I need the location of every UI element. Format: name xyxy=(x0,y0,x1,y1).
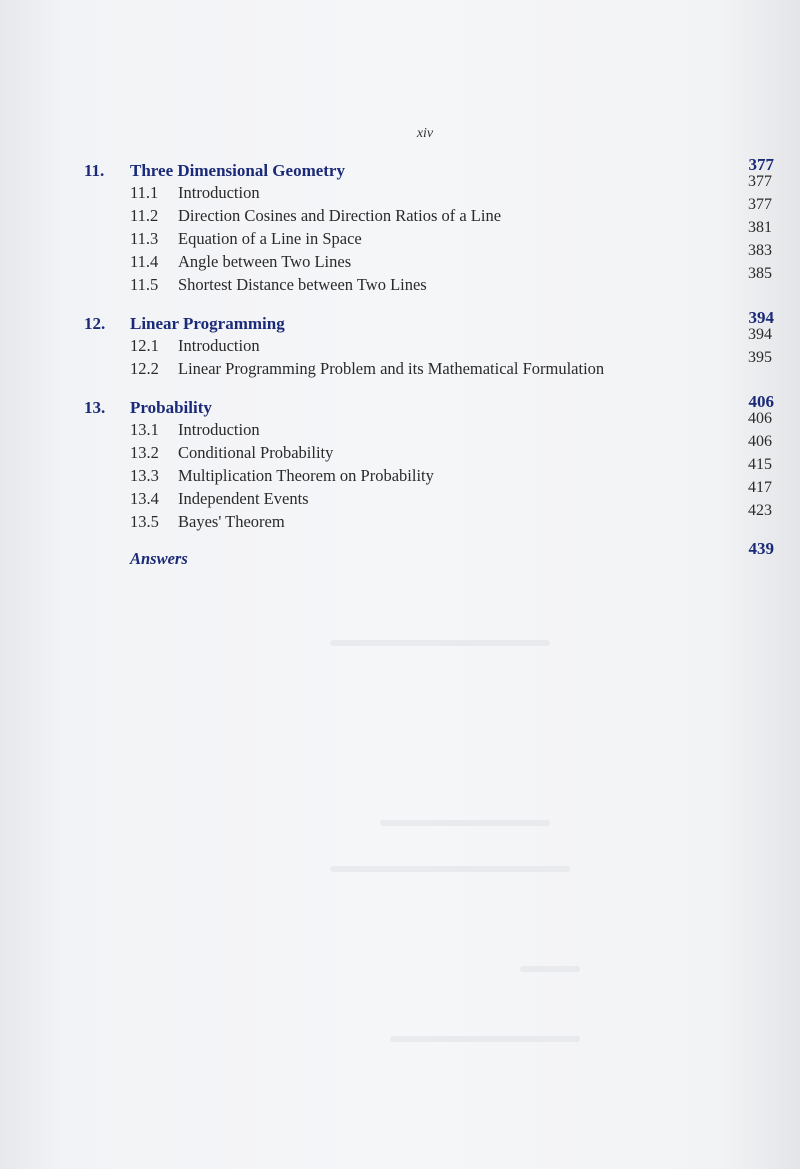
section-row xyxy=(0,502,800,533)
chapter-title: Linear Programming xyxy=(130,314,285,333)
section-number: 13.2 xyxy=(130,443,159,462)
section-number: 13.4 xyxy=(130,489,159,508)
chapter-heading xyxy=(0,392,800,418)
chapter-title: Three Dimensional Geometry xyxy=(130,161,345,180)
section-row xyxy=(0,433,800,464)
chapter-title: Probability xyxy=(130,398,212,417)
section-title: Linear Programming Problem and its Mathematical Formulation xyxy=(178,359,605,378)
answers-label: Answers xyxy=(130,549,188,568)
section-title: Introduction xyxy=(178,420,260,439)
section-title: Equation of a Line in Space xyxy=(178,229,362,248)
section-page: 415 xyxy=(748,456,772,473)
section-title: Bayes' Theorem xyxy=(178,512,285,531)
section-number: 12.1 xyxy=(130,336,159,355)
section-row xyxy=(0,326,800,357)
section-page: 385 xyxy=(748,265,772,282)
section-row xyxy=(0,196,800,227)
answers-row xyxy=(0,539,800,571)
section-page: 406 xyxy=(748,410,772,427)
page-roman-number: xiv xyxy=(416,126,434,141)
section-title: Introduction xyxy=(178,336,260,355)
chapter-page: 377 xyxy=(748,155,774,174)
chapter-number: 11. xyxy=(84,161,105,180)
chapter-number: 13. xyxy=(84,398,106,417)
section-number: 11.4 xyxy=(130,252,159,271)
chapter-12 xyxy=(0,308,800,380)
chapter-page: 406 xyxy=(748,392,774,411)
section-page: 383 xyxy=(748,242,772,259)
chapter-13 xyxy=(0,392,800,533)
section-row xyxy=(0,456,800,487)
section-title: Introduction xyxy=(178,183,260,202)
section-row xyxy=(0,349,800,380)
chapter-page: 394 xyxy=(748,308,774,327)
section-number: 11.5 xyxy=(130,275,159,294)
section-row xyxy=(0,410,800,441)
section-page: 377 xyxy=(748,196,772,213)
section-title: Angle between Two Lines xyxy=(178,252,352,271)
section-page: 394 xyxy=(748,326,772,343)
section-number: 13.1 xyxy=(130,420,159,439)
section-number: 13.3 xyxy=(130,466,159,485)
section-page: 377 xyxy=(748,173,772,190)
section-page: 423 xyxy=(748,502,772,519)
chapter-11 xyxy=(0,155,800,296)
section-page: 381 xyxy=(748,219,772,236)
section-number: 11.3 xyxy=(130,229,159,248)
section-row xyxy=(0,219,800,250)
section-title: Shortest Distance between Two Lines xyxy=(178,275,427,294)
table-of-contents xyxy=(0,155,800,571)
section-number: 11.1 xyxy=(130,183,159,202)
chapter-number: 12. xyxy=(84,314,106,333)
section-title: Conditional Probability xyxy=(178,443,334,462)
section-row xyxy=(0,265,800,296)
section-title: Multiplication Theorem on Probability xyxy=(178,466,434,485)
section-title: Direction Cosines and Direction Ratios of a Line xyxy=(178,206,502,225)
answers-page: 439 xyxy=(748,539,774,558)
chapter-heading xyxy=(0,308,800,334)
section-page: 395 xyxy=(748,349,772,366)
chapter-heading xyxy=(0,155,800,181)
section-number: 13.5 xyxy=(130,512,159,531)
section-page: 417 xyxy=(748,479,772,496)
section-row xyxy=(0,173,800,204)
section-title: Independent Events xyxy=(178,489,309,508)
section-row xyxy=(0,479,800,510)
section-page: 406 xyxy=(748,433,772,450)
section-number: 11.2 xyxy=(130,206,159,225)
section-number: 12.2 xyxy=(130,359,159,378)
section-row xyxy=(0,242,800,273)
